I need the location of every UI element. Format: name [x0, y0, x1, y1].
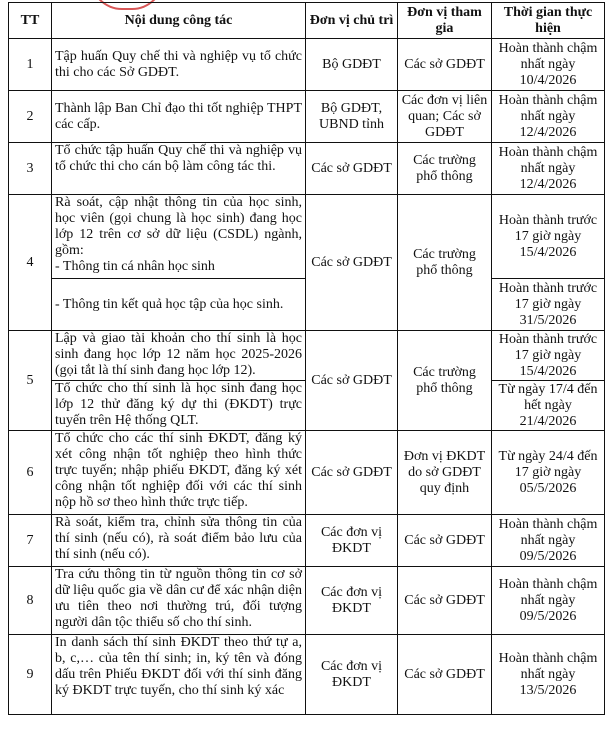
deadline-cell: Hoàn thành chậm nhất ngày 10/4/2026 [492, 39, 605, 91]
table-row [9, 515, 605, 567]
table-row [9, 567, 605, 635]
participant-cell: Các sở GDĐT [398, 567, 492, 635]
content-bullet: - Thông tin kết quả học tập của học sinh. [52, 279, 306, 331]
table-row [9, 331, 605, 381]
header-noi-dung: Nội dung công tác [52, 3, 306, 39]
table-row [9, 91, 605, 143]
participant-cell: Các sở GDĐT [398, 39, 492, 91]
deadline-cell: Từ ngày 17/4 đến hết ngày 21/4/2026 [492, 381, 605, 431]
content-cell: Tập huấn Quy chế thi và nghiệp vụ tổ chức thi cho các Sở GDĐT. [52, 39, 306, 91]
row-number: 2 [9, 91, 52, 143]
participant-cell: Đơn vị ĐKDT do sở GDĐT quy định [398, 431, 492, 515]
deadline-cell: Hoàn thành chậm nhất ngày 09/5/2026 [492, 515, 605, 567]
lead-unit-cell: Các sở GDĐT [306, 195, 398, 331]
content-cell: Rà soát, kiểm tra, chỉnh sửa thông tin của thí sinh (nếu có), rà soát điểm bảo lưu của thí sinh (nếu có). [52, 515, 306, 567]
deadline-cell: Hoàn thành chậm nhất ngày 12/4/2026 [492, 91, 605, 143]
content-cell: Tổ chức cho thí sinh là học sinh đang học lớp 12 thử đăng ký dự thi (ĐKDT) trực tuyến trên Hệ thống QLT. [52, 381, 306, 431]
header-thoi-gian: Thời gian thực hiện [492, 3, 605, 39]
row-number: 1 [9, 39, 52, 91]
row-number: 6 [9, 431, 52, 515]
content-cell: Tổ chức tập huấn Quy chế thi và nghiệp vụ tổ chức thi cho cán bộ làm công tác thi. [52, 143, 306, 195]
deadline-cell: Hoàn thành trước 17 giờ ngày 15/4/2026 [492, 331, 605, 381]
table-row [9, 195, 605, 279]
table-header-row [9, 3, 605, 39]
participant-cell: Các sở GDĐT [398, 515, 492, 567]
row-number: 8 [9, 567, 52, 635]
content-cell: Thành lập Ban Chỉ đạo thi tốt nghiệp THPT các cấp. [52, 91, 306, 143]
deadline-cell: Hoàn thành chậm nhất ngày 09/5/2026 [492, 567, 605, 635]
row-number: 9 [9, 635, 52, 715]
table-row [9, 39, 605, 91]
header-tham-gia: Đơn vị tham gia [398, 3, 492, 39]
content-cell: Tra cứu thông tin từ nguồn thông tin cơ sở dữ liệu quốc gia về dân cư để xác nhận diện ưu tiên theo nơi thường trú, đối tượng người dân tộc thiểu số cho thí sinh. [52, 567, 306, 635]
lead-unit-cell: Các đơn vị ĐKDT [306, 635, 398, 715]
lead-unit-cell: Các đơn vị ĐKDT [306, 567, 398, 635]
content-cell: In danh sách thí sinh ĐKDT theo thứ tự a, b, c,… của tên thí sinh; in, ký tên và đóng dấu trên Phiếu ĐKDT đối với thí sinh đăng ký ĐKDT trực tuyến, cho thí sinh ký xác [52, 635, 306, 715]
row-number: 5 [9, 331, 52, 431]
row-number: 4 [9, 195, 52, 331]
content-cell: Lập và giao tài khoản cho thí sinh là học sinh đang học lớp 12 năm học 2025-2026 (gọi tắt là thí sinh đang học lớp 12). [52, 331, 306, 381]
participant-cell: Các trường phổ thông [398, 143, 492, 195]
content-cell [52, 195, 306, 279]
table-row [9, 143, 605, 195]
participant-cell: Các trường phổ thông [398, 195, 492, 331]
lead-unit-cell: Các đơn vị ĐKDT [306, 515, 398, 567]
row-number: 3 [9, 143, 52, 195]
participant-cell: Các đơn vị liên quan; Các sở GDĐT [398, 91, 492, 143]
lead-unit-cell: Các sở GDĐT [306, 143, 398, 195]
header-tt: TT [9, 3, 52, 39]
schedule-table [8, 2, 605, 715]
header-chu-tri: Đơn vị chủ trì [306, 3, 398, 39]
content-bullet: - Thông tin cá nhân học sinh [55, 259, 215, 274]
table-row [9, 635, 605, 715]
content-cell: Tổ chức cho các thí sinh ĐKDT, đăng ký xét công nhận tốt nghiệp theo hình thức trực tuyến; nhập phiếu ĐKDT, đăng ký xét công nhận tốt nghiệp đối với các thí sinh nộp hồ sơ theo hình thức trực tiếp. [52, 431, 306, 515]
deadline-cell: Hoàn thành chậm nhất ngày 13/5/2026 [492, 635, 605, 715]
deadline-cell: Hoàn thành trước 17 giờ ngày 31/5/2026 [492, 279, 605, 331]
deadline-cell: Hoàn thành trước 17 giờ ngày 15/4/2026 [492, 195, 605, 279]
lead-unit-cell: Bộ GDĐT, UBND tỉnh [306, 91, 398, 143]
participant-cell: Các trường phổ thông [398, 331, 492, 431]
participant-cell: Các sở GDĐT [398, 635, 492, 715]
deadline-cell: Từ ngày 24/4 đến 17 giờ ngày 05/5/2026 [492, 431, 605, 515]
lead-unit-cell: Các sở GDĐT [306, 331, 398, 431]
lead-unit-cell: Bộ GDĐT [306, 39, 398, 91]
row-number: 7 [9, 515, 52, 567]
deadline-cell: Hoàn thành chậm nhất ngày 12/4/2026 [492, 143, 605, 195]
lead-unit-cell: Các sở GDĐT [306, 431, 398, 515]
table-row [9, 431, 605, 515]
content-paragraph: Rà soát, cập nhật thông tin của học sinh, học viên (gọi chung là học sinh) đang học lớp 12 trên cơ sở dữ liệu (CSDL) ngành, gồm: [55, 195, 302, 258]
